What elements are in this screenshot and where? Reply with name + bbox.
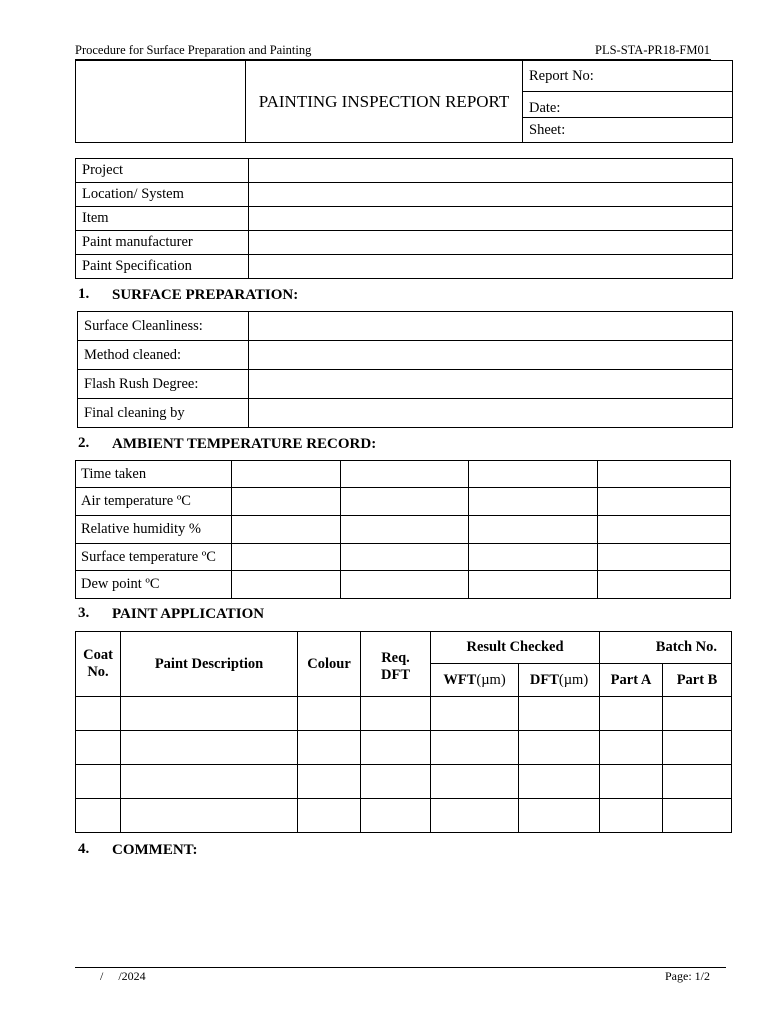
cell[interactable] [298,765,361,799]
cell[interactable] [519,765,600,799]
cell[interactable] [232,544,341,571]
value-final-cleaning-by[interactable] [249,399,733,428]
header-wft: WFT(µm) [431,664,519,697]
cell[interactable] [519,731,600,765]
cell[interactable] [361,731,431,765]
sheet-label: Sheet: [529,121,566,138]
cell[interactable] [298,799,361,833]
section1-number: 1. [78,286,90,302]
ambient-temperature-table [75,460,731,599]
header-part-a: Part A [600,664,663,697]
value-paint-specification[interactable] [249,255,733,279]
title-block [75,60,733,143]
cell[interactable] [598,571,731,599]
header-dft: DFT(µm) [519,664,600,697]
value-location-system[interactable] [249,183,733,207]
cell[interactable] [600,799,663,833]
cell[interactable] [431,697,519,731]
cell[interactable] [361,697,431,731]
cell[interactable] [600,697,663,731]
cell[interactable] [121,731,298,765]
report-title: PAINTING INSPECTION REPORT [246,61,523,143]
footer-divider [75,967,726,968]
section1-title: SURFACE PREPARATION: [112,287,299,303]
table-row [76,697,732,731]
label-project: Project [76,159,249,183]
label-paint-specification: Paint Specification [76,255,249,279]
cell[interactable] [341,571,469,599]
cell[interactable] [469,461,598,488]
header-paint-description: Paint Description [121,632,298,697]
footer-page-number: Page: 1/2 [665,969,710,983]
cell[interactable] [232,488,341,516]
cell[interactable] [76,799,121,833]
surface-preparation-table [77,311,733,428]
cell[interactable] [232,461,341,488]
label-location-system: Location/ System [76,183,249,207]
label-dew-point: Dew point ºC [76,571,232,599]
cell[interactable] [598,461,731,488]
sheet-cell[interactable] [523,118,733,143]
cell[interactable] [76,697,121,731]
cell[interactable] [663,697,732,731]
section3-title: PAINT APPLICATION [112,606,265,622]
header-coat-no: Coat No. [76,632,121,697]
cell[interactable] [663,731,732,765]
header-part-b: Part B [663,664,732,697]
header-colour: Colour [298,632,361,697]
cell[interactable] [431,731,519,765]
label-surface-temperature: Surface temperature ºC [76,544,232,571]
header-batch-no: Batch No. [600,632,732,664]
cell[interactable] [598,488,731,516]
cell[interactable] [361,765,431,799]
cell[interactable] [341,488,469,516]
cell[interactable] [341,516,469,544]
value-project[interactable] [249,159,733,183]
label-final-cleaning-by: Final cleaning by [78,399,249,428]
cell[interactable] [431,799,519,833]
cell[interactable] [469,488,598,516]
label-relative-humidity: Relative humidity % [76,516,232,544]
label-paint-manufacturer: Paint manufacturer [76,231,249,255]
comment-area[interactable] [75,868,731,958]
cell[interactable] [431,765,519,799]
cell[interactable] [519,799,600,833]
document-code: PLS-STA-PR18-FM01 [595,43,710,57]
value-item[interactable] [249,207,733,231]
table-row [76,799,732,833]
label-flash-rush-degree: Flash Rush Degree: [78,370,249,399]
label-surface-cleanliness: Surface Cleanliness: [78,312,249,341]
cell[interactable] [469,571,598,599]
section3-number: 3. [78,605,90,621]
cell[interactable] [600,731,663,765]
cell[interactable] [598,516,731,544]
value-flash-rush-degree[interactable] [249,370,733,399]
label-air-temperature: Air temperature ºC [76,488,232,516]
value-surface-cleanliness[interactable] [249,312,733,341]
cell[interactable] [232,516,341,544]
cell[interactable] [469,516,598,544]
general-info-table [75,158,733,279]
cell[interactable] [121,799,298,833]
cell[interactable] [121,697,298,731]
cell[interactable] [600,765,663,799]
footer-date: / /2024 [100,969,146,983]
section4-title: COMMENT: [112,842,198,858]
cell[interactable] [361,799,431,833]
report-no-cell[interactable] [523,61,733,92]
table-row [76,731,732,765]
cell[interactable] [298,697,361,731]
section2-title: AMBIENT TEMPERATURE RECORD: [112,436,377,452]
table-row [76,765,732,799]
date-cell[interactable] [523,92,733,118]
logo-cell [76,61,246,143]
section2-number: 2. [78,435,90,451]
cell[interactable] [598,544,731,571]
cell[interactable] [76,765,121,799]
cell[interactable] [519,697,600,731]
value-paint-manufacturer[interactable] [249,231,733,255]
cell[interactable] [469,544,598,571]
label-item: Item [76,207,249,231]
cell[interactable] [663,765,732,799]
procedure-title: Procedure for Surface Preparation and Painting [75,43,312,57]
cell[interactable] [121,765,298,799]
cell[interactable] [232,571,341,599]
date-label: Date: [529,100,561,116]
report-no-label: Report No: [529,67,594,84]
label-time-taken: Time taken [76,461,232,488]
header-req-dft: Req. DFT [361,632,431,697]
cell[interactable] [76,731,121,765]
cell[interactable] [341,544,469,571]
cell[interactable] [298,731,361,765]
paint-application-table [75,631,732,833]
section4-number: 4. [78,841,90,857]
header-result-checked: Result Checked [431,632,600,664]
cell[interactable] [341,461,469,488]
value-method-cleaned[interactable] [249,341,733,370]
cell[interactable] [663,799,732,833]
label-method-cleaned: Method cleaned: [78,341,249,370]
